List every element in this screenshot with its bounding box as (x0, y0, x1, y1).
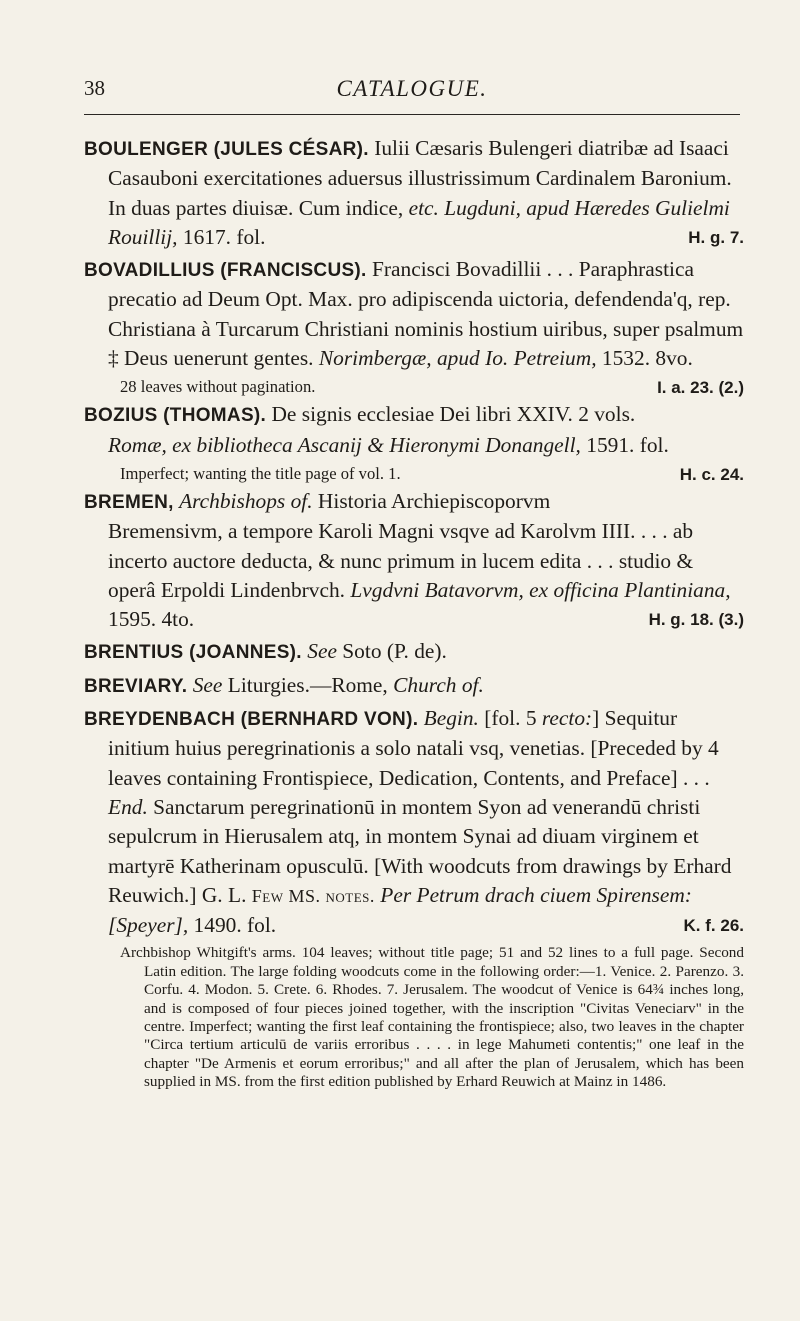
entry-subheading: Archbishops of. (179, 488, 313, 513)
entry-end-label: End. (108, 794, 148, 819)
entry-text: Sanctarum peregrinationū in montem Syon ad venerandū christi sepulcrum in Hierusalem atq, in montem Synai ad diuam virginem et martyrē Katherinam opusculū. [With woodcuts from drawings by Erhard Reuwich.] G. L. (108, 794, 732, 907)
entry-heading: BOVADILLIUS (FRANCISCUS). (84, 260, 367, 282)
entry-bremen (84, 487, 744, 634)
entry-text: 1490. fol. (188, 913, 277, 938)
entry-imprint: Romæ, ex bibliotheca Ascanij & Hieronymi Donangell, (108, 432, 581, 457)
page-header (84, 70, 740, 115)
entry-text: 1532. 8vo. (596, 346, 693, 371)
entry-imprint: Per Petrum drach ciuem Spirensem: [Speyer], (108, 882, 692, 938)
page-number: 38 (84, 76, 105, 100)
entry-text: Soto (P. de). (336, 639, 447, 664)
entry-heading: BRENTIUS (JOANNES). (84, 642, 302, 664)
entry-text: ] Sequitur initium huius peregrinationis a solo natali vsq, venetias. [Preceded by 4 leaves containing Frontispiece, Dedication, Contents, and Preface] . . . (108, 706, 719, 790)
entry-breviary (84, 671, 744, 701)
entry-text: [fol. 5 (478, 706, 542, 731)
entry-subheading: Church of. (393, 672, 484, 697)
entry-note: Imperfect; wanting the title page of vol. 1. (120, 463, 401, 483)
entry-text: Iulii Cæsaris Bulengeri diatribæ ad Isaaci Casauboni exercitationes aduersus illustrissimum Cardinalem Baronium. In duas partes diuisæ. Cum indice, (108, 136, 732, 220)
shelf-mark: H. g. 7. (688, 227, 744, 247)
entry-text: Liturgies.—Rome, (222, 672, 394, 697)
entry-imprint: etc. Lugduni, apud Hæredes Gulielmi Rouillij, (108, 195, 730, 249)
entry-text: 1617. fol. (177, 224, 266, 249)
entry-heading: BOZIUS (THOMAS). (84, 405, 267, 427)
shelf-mark: I. a. 23. (2.) (657, 378, 744, 398)
entry-text: 1591. fol. (580, 432, 669, 457)
entry-heading: BREVIARY. (84, 675, 188, 697)
entry-brentius (84, 637, 744, 667)
entry-text: De signis ecclesiae Dei libri XXIV. 2 vols. (266, 402, 636, 427)
entry-imprint: Norimbergæ, apud Io. Petreium, (318, 346, 597, 371)
entry-text: 1595. 4to. (108, 607, 195, 632)
entry-heading: BOULENGER (JULES CÉSAR). (84, 139, 369, 160)
entry-note: Archbishop Whitgift's arms. 104 leaves; without title page; 51 and 52 lines to a full page. Second Latin edition. The large folding woodcuts come in the following order:—1. Venice. 2. Parenzo. 3. Corfu. 4. Modon. 5. Crete. 6. Rhodes. 7. Jerusalem. The woodcut of Venice is 64¾ inches long, and is composed of four pieces joined together, with the inscription "Civitas Veneciarv" in the centre. Imperfect; wanting the first leaf containing the frontispiece; also, two leaves in the chapter "Circa tertium articulū de variis erroribus . . . . in lege Mahumeti contentis;" one leaf in the chapter "De Armenis et eorum erroribus;" and all after the plan of Jerusalem, which has been supplied in MS. from the first edition published by Erhard Reuwich at Mainz in 1486. (120, 944, 744, 1091)
entry-heading: BREYDENBACH (BERNHARD VON). (84, 709, 419, 731)
cross-reference-see: See (192, 672, 223, 697)
cross-reference-see: See (307, 639, 337, 664)
entry-recto-label: recto: (541, 706, 593, 731)
entry-heading: BREMEN, (84, 491, 174, 513)
entry-imprint: Lvgdvni Batavorvm, ex officina Plantiniana, (350, 577, 731, 602)
shelf-mark: H. c. 24. (679, 464, 744, 484)
entry-note: 28 leaves without pagination. (120, 377, 316, 397)
entry-boulenger (84, 134, 744, 252)
shelf-mark: H. g. 18. (3.) (648, 610, 744, 630)
shelf-mark: K. f. 26. (683, 916, 744, 936)
catalogue-entries (84, 134, 744, 1092)
entry-ms-notes: Few MS. notes. (251, 885, 375, 906)
entry-begin-label: Begin. (423, 706, 479, 731)
running-title: CATALOGUE. (336, 76, 488, 101)
entry-text: Francisci Bovadillii . . . Paraphrastica precatio ad Deum Opt. Max. pro adipiscenda uictoria, defendenda'q, rep. Christiana à Turcarum Christiani nominis hostium uiribus, super psalmum ‡ Deus uenerunt gentes. (108, 257, 744, 371)
entry-text: Historia Archiepiscoporvm Bremensivm, a tempore Karoli Magni vsqve ad Karolvm IIII. . . . ab incerto auctore deducta, & nunc primum in lucem edita . . . studio & operâ Erpoldi Lindenbrvch. (108, 488, 694, 602)
entry-breydenbach (84, 704, 744, 940)
